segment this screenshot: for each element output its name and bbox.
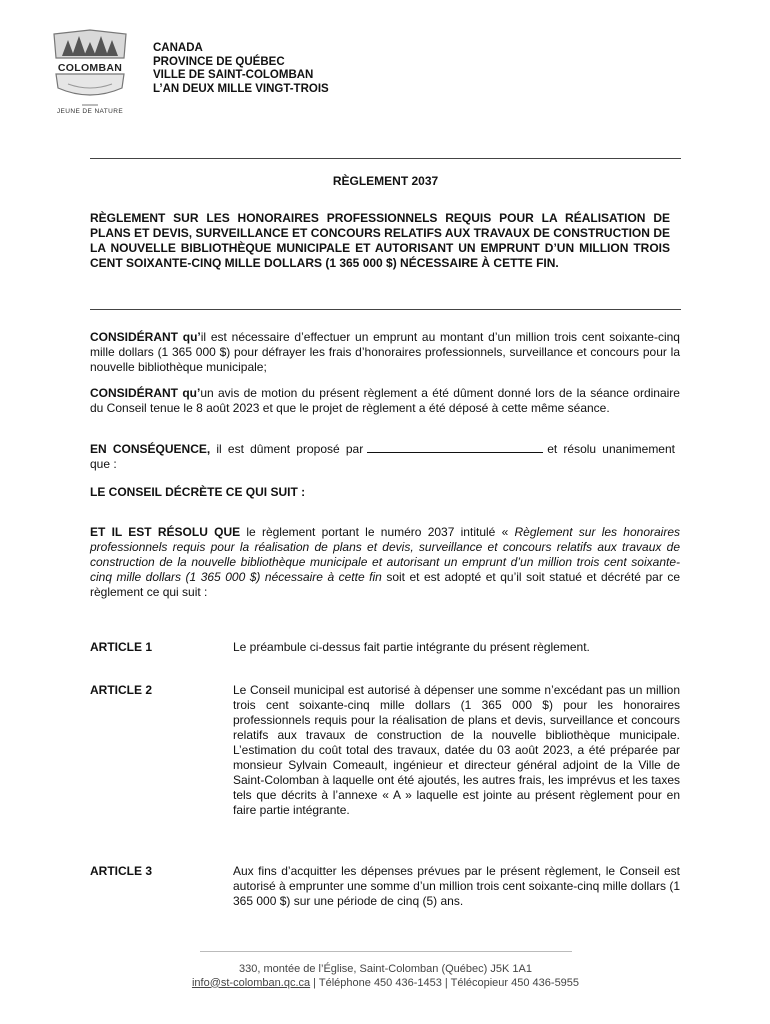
header-city: VILLE DE SAINT-COLOMBAN (153, 69, 314, 81)
consequence-lead: EN CONSÉQUENCE, (90, 442, 211, 456)
consequence-text-after: et résolu unanimement que : (90, 442, 675, 471)
article-2-text: Le Conseil municipal est autorisé à dépenser une somme n’excédant pas un million trois cent soixante-cinq mille dollars (1 365 000 $) pour les honoraires professionnels requis pour la réalisation de plans et devis, surveillance et concours relatifs aux travaux de construction de la nouvelle bibliothèque municipale. L’estimation du coût total des travaux, datée du 03 août 2023, a été préparée par monsieur Sylvain Comeault, ingénieur et directeur général adjoint de la Ville de Saint-Colomban à laquelle ont été ajoutés, les autres frais, les imprévus et les taxes tels que décrits à l’annexe « A » laquelle est jointe au présent règlement pour en faire partie intégrante. (233, 683, 680, 817)
regulation-title: RÈGLEMENT SUR LES HONORAIRES PROFESSIONNELS REQUIS POUR LA RÉALISATION DE PLANS ET DEVIS, SURVEILLANCE ET CONCOURS RELATIFS AUX TRAVAUX DE CONSTRUCTION DE LA NOUVELLE BIBLIOTHÈQUE MUNICIPALE ET AUTORISANT UN EMPRUNT D’UN MILLION TROIS CENT SOIXANTE-CINQ MILLE DOLLARS (1 365 000 $) NÉCESSAIRE À CETTE FIN. (90, 211, 670, 270)
header-year: L’AN DEUX MILLE VINGT-TROIS (153, 82, 329, 95)
top-divider (90, 158, 681, 159)
considerant-1 (90, 330, 680, 375)
proposer-blank (367, 442, 543, 453)
resolu-paragraph (90, 525, 680, 600)
document-header (153, 42, 329, 96)
footer-contact-line (90, 977, 681, 991)
considerant-2-text: un avis de motion du présent règlement a été dûment donné lors de la séance ordinaire du Conseil tenue le 8 août 2023 et que le projet de règlement a été déposé à cette même séance. (90, 386, 680, 415)
footer-email-link[interactable]: info@st-colomban.qc.ca (191, 976, 311, 989)
article-3-text: Aux fins d’acquitter les dépenses prévues par le présent règlement, le Conseil est autorisé à emprunter une somme d’un million trois cent soixante-cinq mille dollars (1 365 000 $) sur une période de cinq (5) ans. (233, 864, 680, 908)
regulation-number: RÈGLEMENT 2037 (332, 174, 439, 188)
logo-tagline: JEUNE DE NATURE (56, 108, 124, 115)
footer-address: 330, montée de l’Église, Saint-Colomban (Québec) J5K 1A1 (239, 963, 532, 975)
resolu-text-1: le règlement portant le numéro 2037 intitulé « (240, 525, 515, 539)
city-logo (42, 28, 138, 120)
header-province: PROVINCE DE QUÉBEC (153, 55, 285, 68)
consequence-paragraph (90, 442, 675, 472)
considerant-2 (90, 386, 680, 416)
decrete-heading: LE CONSEIL DÉCRÈTE CE QUI SUIT : (90, 485, 306, 499)
page-footer (90, 963, 681, 990)
resolu-italic-title: Règlement sur les honoraires professionnels requis pour la réalisation de plans et devis, surveillance et concours relatifs aux travaux de construction de la nouvelle bibliothèque municipale et autorisant un emprunt d’un million trois cent soixante-cinq mille dollars (1 365 000 $) nécessaire à cette fin (90, 525, 681, 584)
article-2-label: ARTICLE 2 (90, 683, 153, 697)
considerant-1-text: il est nécessaire d’effectuer un emprunt au montant d’un million trois cent soixante-cinq mille dollars (1 365 000 $) pour défrayer les frais d’honoraires professionnels, surveillance et concours pour la nouvelle bibliothèque municipale; (90, 330, 680, 374)
footer-phone-fax: | Téléphone 450 436-1453 | Télécopieur 450 436-5955 (310, 976, 580, 989)
article-1-text: Le préambule ci-dessus fait partie intégrante du présent règlement. (233, 640, 590, 654)
title-divider (90, 309, 681, 310)
footer-divider (200, 951, 572, 952)
logo-crest-icon (42, 28, 138, 120)
resolu-text-2: soit et est adopté et qu’il soit statué et décrété par ce règlement ce qui suit : (90, 570, 680, 599)
article-1-label: ARTICLE 1 (90, 640, 153, 654)
consequence-text-before: il est dûment proposé par (210, 442, 364, 456)
considerant-1-lead: CONSIDÉRANT qu’ (90, 330, 201, 344)
considerant-2-lead: CONSIDÉRANT qu’ (90, 386, 201, 400)
header-country: CANADA (153, 42, 203, 54)
resolu-lead: ET IL EST RÉSOLU QUE (90, 525, 241, 539)
article-3-label: ARTICLE 3 (90, 864, 153, 878)
logo-wordmark: COLOMBAN (57, 62, 123, 74)
